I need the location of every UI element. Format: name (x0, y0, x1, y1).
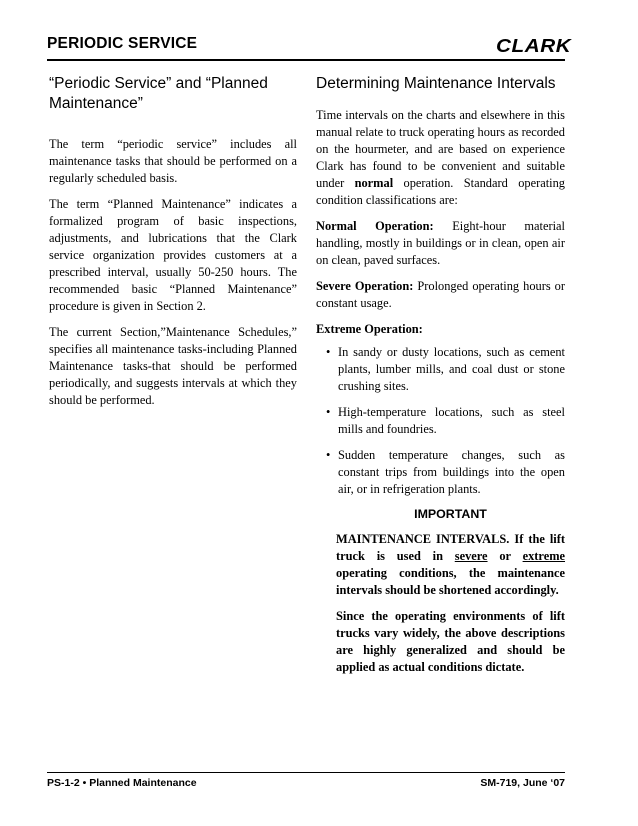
section-title: PERIODIC SERVICE (47, 35, 198, 52)
extreme-operation-label: Extreme Operation: (316, 322, 423, 336)
bullet-icon: • (326, 405, 331, 419)
header-rule (47, 59, 565, 61)
important-notice (336, 507, 565, 676)
extreme-conditions-list (316, 344, 565, 498)
normal-operation: Normal Operation: Eight-hour material handling, mostly in buildings or in clean, open air on clean, paved surfaces. (316, 219, 565, 267)
notice-paragraph: Since the operating environments of lift trucks vary widely, the above descriptions are highly generalized and should be applied as actual conditions dictate. (336, 609, 565, 674)
left-column (49, 74, 297, 418)
brand-logo: CLARK (496, 36, 572, 56)
right-heading: Determining Maintenance Intervals (316, 75, 556, 92)
list-item: • In sandy or dusty locations, such as cement plants, lumber mills, and coal dust or stone crushing sites. (326, 345, 565, 393)
paragraph: The current Section,”Maintenance Schedules,” specifies all maintenance tasks-including Planned Maintenance tasks-that should be performed periodically, and suggests intervals at which they should be performed. (49, 325, 297, 407)
intro-paragraph: Time intervals on the charts and elsewhere in this manual relate to truck operating hours as recorded on the hourmeter, and are based on experience Clark has found to be convenient and suitable under normal operation. Standard operating condition classifications are: (316, 108, 565, 207)
footer-page-label: PS-1-2 • Planned Maintenance (47, 777, 197, 789)
important-heading: IMPORTANT (414, 507, 487, 521)
bullet-icon: • (326, 345, 331, 359)
footer-doc-id: SM-719, June ‘07 (480, 777, 565, 789)
list-item: • High-temperature locations, such as steel mills and foundries. (326, 405, 565, 436)
left-heading: “Periodic Service” and “Planned Maintenance” (49, 75, 268, 112)
paragraph: The term “Planned Maintenance” indicates a formalized program of basic inspections, adjustments, and lubrications that the Clark service organization provides customers at a prescribed interval, usually 50-250 hours. The recommended basic “Planned Maintenance” procedure is given in Section 2. (49, 197, 297, 313)
right-column (316, 74, 565, 685)
severe-operation: Severe Operation: Prolonged operating hours or constant usage. (316, 279, 565, 310)
paragraph: The term “periodic service” includes all maintenance tasks that should be performed on a regularly scheduled basis. (49, 137, 297, 185)
notice-paragraph: MAINTENANCE INTERVALS. If the lift truck is used in severe or extreme operating conditions, the maintenance intervals should be shortened accordingly. (336, 532, 566, 597)
bullet-icon: • (326, 448, 331, 462)
list-item: • Sudden temperature changes, such as constant trips from buildings into the open air, or in refrigeration plants. (326, 448, 565, 496)
footer-rule (47, 772, 565, 773)
